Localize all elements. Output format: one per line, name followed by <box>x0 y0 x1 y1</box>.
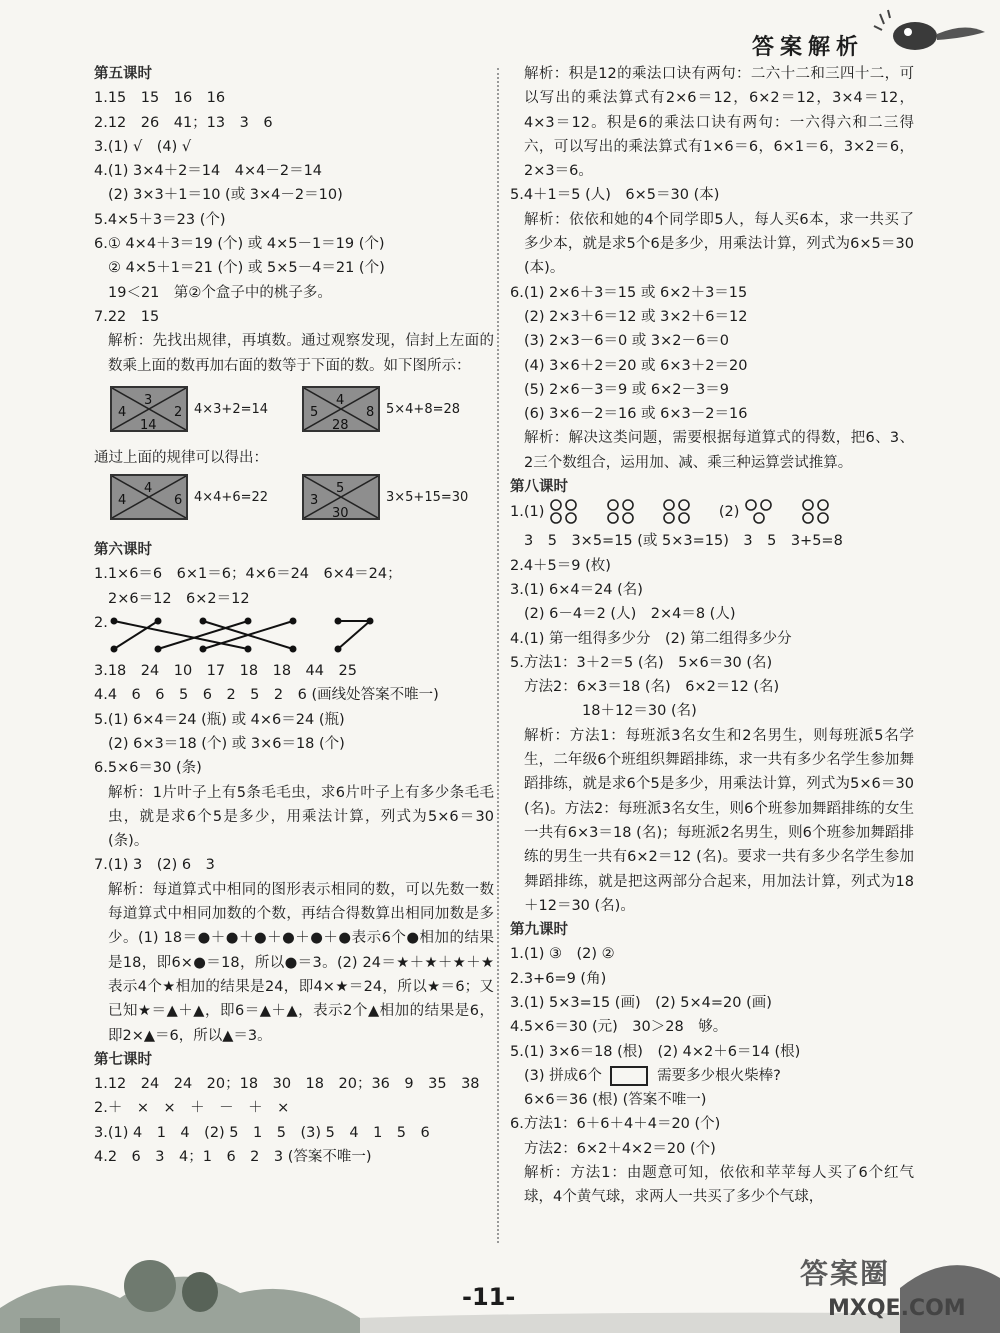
answer-line: 4.(1) 3×4＋2＝14 4×4－2＝14 <box>94 163 323 180</box>
answer-line: (6) 3×6－2＝16 或 6×3－2＝16 <box>524 406 748 423</box>
answer-line: 18＋12＝30 (名) <box>582 703 697 720</box>
analysis-text: 解析：解决这类问题，需要根据每道算式的得数，把6、3、2三个数组合，运用加、减、乘三种运算尝试推算。 <box>524 430 914 471</box>
answer-line: 4.5×6＝30 (元) 30＞28 够。 <box>510 1019 728 1036</box>
answer-line: 5.4＋1＝5 (人) 6×5＝30 (本) <box>510 187 720 204</box>
answer-line: (2) 6×3＝18 (个) 或 3×6＝18 (个) <box>108 735 345 752</box>
answer-line: 2.＋ × × ＋ － ＋ × <box>94 1100 290 1117</box>
analysis-text: 解析：方法1：由题意可知，依依和苹苹每人买了6个红气球，4个黄气球，求两人一共买了多少个气球， <box>524 1165 914 1206</box>
answer-line: 6.(1) 2×6＋3＝15 或 6×2＋3＝15 <box>510 284 748 301</box>
envelope-equation: 3×5+15=30 <box>386 490 469 506</box>
answer-line: 5.4×5＋3＝23 (个) <box>94 211 226 228</box>
answer-line: 方法2：6×3＝18 (名) 6×2＝12 (名) <box>524 679 780 696</box>
analysis-text: 解析：依依和她的4个同学即5人，每人买6本，求一共买了多少本，就是求5个6是多少，用乘法计算，列式为6×5＝30 (本)。 <box>524 211 914 277</box>
answer-line: 2.3+6=9 (角) <box>510 970 607 987</box>
section-heading: 第六课时 <box>94 542 152 559</box>
envelope-right-number: 6 <box>174 493 183 509</box>
answer-line: 3.(1) 6×4＝24 (名) <box>510 581 643 598</box>
circle-group-icon <box>662 499 692 525</box>
circle-group-icon <box>606 499 636 525</box>
answer-line: 1.(1) <box>510 504 545 521</box>
envelope-left-number: 3 <box>310 493 319 509</box>
envelope-left-number: 5 <box>310 404 319 420</box>
envelope-top-number: 5 <box>336 481 345 497</box>
answer-line: 6.① 4×4＋3＝19 (个) 或 4×5－1＝19 (个) <box>94 236 385 253</box>
envelope-box <box>110 386 188 432</box>
column-divider <box>497 68 499 1243</box>
answer-line: 方法2：6×2＋4×2＝20 (个) <box>524 1140 716 1157</box>
answer-line: (5) 2×6－3＝9 或 6×2－3＝9 <box>524 381 729 398</box>
matching-diagram <box>94 611 494 659</box>
answer-line: 5.方法1：3＋2＝5 (名) 5×6＝30 (名) <box>510 654 773 671</box>
envelope-equation: 5×4+8=28 <box>386 401 461 417</box>
matchstick-question <box>510 1064 914 1088</box>
answer-line: ② 4×5＋1＝21 (个) 或 5×5－4＝21 (个) <box>108 260 385 277</box>
answer-line: 5.(1) 3×6＝18 (根) (2) 4×2＋6＝14 (根) <box>510 1043 801 1060</box>
answer-line: 4.(1) 第一组得多少分 (2) 第二组得多少分 <box>510 630 792 647</box>
envelope-bottom-number: 14 <box>140 417 157 433</box>
envelope-left-number: 4 <box>118 493 127 509</box>
answer-line: 3.(1) 5×3=15 (画) (2) 5×4=20 (画) <box>510 994 772 1011</box>
answer-line: 4.4 6 6 5 6 2 5 2 6 (画线处答案不唯一) <box>94 687 439 704</box>
page-title: 答案解析 <box>752 35 865 60</box>
analysis-text: 解析：积是12的乘法口诀有两句：二六十二和三四十二，可以写出的乘法算式有2×6＝12，6×2＝12，3×4＝12，4×3＝12。积是6的乘法口诀有两句：一六得六和二三得六，可以写出的乘法算式有1×6＝6，6×1＝6，3×2＝6，2×3＝6。 <box>524 66 914 180</box>
answer-line: (4) 3×6＋2＝20 或 6×3＋2＝20 <box>524 357 748 374</box>
analysis-text: 解析：每道算式中相同的图形表示相同的数，可以先数一数每道算式中相同加数的个数，再结合得数算出相同加数是多少。(1) 18＝●＋●＋●＋●＋●＋●表示6个●相加的结果是18，即6×●＝18，所以●＝3。(2) 24＝★＋★＋★＋★表示4个★相加的结果是24，即4×★＝24，所以★＝6；又已知★＝▲＋▲，即6＝▲＋▲，表示2个▲相加的结果是6，即2×▲＝6，所以▲＝3。 <box>108 881 494 1044</box>
answer-line: 3.(1) 4 1 4 (2) 5 1 5 (3) 5 4 1 5 6 <box>94 1124 430 1141</box>
matching-lines-diagram <box>108 615 378 655</box>
answer-line: 2. <box>94 615 108 632</box>
answer-line: 5.(1) 6×4＝24 (瓶) 或 4×6＝24 (瓶) <box>94 711 345 728</box>
left-column <box>94 62 494 1169</box>
answer-line: (2) 2×3＋6＝12 或 3×2＋6＝12 <box>524 308 748 325</box>
answer-line: 2.4＋5＝9 (枚) <box>510 557 611 574</box>
envelope-left-number: 4 <box>118 404 127 420</box>
section-heading: 第七课时 <box>94 1051 152 1068</box>
answer-line: 1.1×6＝6 6×1＝6；4×6＝24 6×4＝24； <box>94 566 402 583</box>
answer-line: 2.12 26 41；13 3 6 <box>94 114 273 131</box>
answer-line: 19＜21 第②个盒子中的桃子多。 <box>108 284 332 301</box>
envelope-top-number: 4 <box>144 481 153 497</box>
answer-line: 需要多少根火柴棒? <box>657 1067 781 1084</box>
answer-line: 6.方法1：6＋6＋4＋4＝20 (个) <box>510 1116 721 1133</box>
answer-line: 6×6＝36 (根) (答案不唯一) <box>524 1092 707 1109</box>
section-heading: 第九课时 <box>510 922 568 939</box>
circle-group-icon <box>801 499 831 525</box>
envelope-box <box>302 474 380 520</box>
envelope-top-number: 4 <box>336 392 345 408</box>
envelope-box <box>110 474 188 520</box>
envelope-figure-1 <box>94 378 494 446</box>
answer-line: 1.(1) ③ (2) ② <box>510 946 615 963</box>
answer-line: (3) 2×3－6＝0 或 3×2－6＝0 <box>524 333 729 350</box>
answer-line: 1.15 15 16 16 <box>94 90 226 107</box>
circle-group-icon <box>549 499 579 525</box>
circle-groups-row <box>510 499 914 529</box>
answer-line: (2) 3×3＋1＝10 (或 3×4－2＝10) <box>108 187 343 204</box>
envelope-bottom-number: 30 <box>332 506 349 522</box>
answer-line: 7.22 15 <box>94 308 160 325</box>
analysis-text: 解析：先找出规律，再填数。通过观察发现，信封上左面的数乘上面的数再加右面的数等于下面的数。如下图所示： <box>108 333 494 374</box>
section-heading: 第五课时 <box>94 66 152 82</box>
right-column <box>510 62 914 1210</box>
envelope-bottom-number: 28 <box>332 417 349 433</box>
envelope-equation: 4×3+2=14 <box>194 401 269 417</box>
envelope-right-number: 2 <box>174 404 183 420</box>
answer-line: 2×6＝12 6×2＝12 <box>108 590 250 607</box>
answer-line: 3 5 3×5=15 (或 5×3=15) 3 5 3+5=8 <box>524 533 843 550</box>
analysis-text: 解析：方法1：每班派3名女生和2名男生，则每班派5名学生，二年级6个班组织舞蹈排练，求一共有多少名学生参加舞蹈排练，就是求6个5是多少，用乘法计算，列式为5×6＝30 (名)。方法2：每班派3名女生，则6个班参加舞蹈排练的女生一共有6×3＝18 (名)；每班派2名男生，则6个班参加舞蹈排练的男生一共有6×2＝12 (名)。要求一共有多少名学生参加舞蹈排练，就是把这两部分合起来，用加法计算，列式为18＋12＝30 (名)。 <box>524 727 914 914</box>
watermark-logo-text: 答案圈 <box>800 1257 891 1290</box>
answer-line: 4.2 6 3 4；1 6 2 3 (答案不唯一) <box>94 1148 372 1165</box>
answer-line: (3) 拼成6个 <box>524 1067 602 1084</box>
answer-line: (2) <box>718 504 740 521</box>
envelope-figure-2 <box>94 470 494 538</box>
answer-line: 7.(1) 3 (2) 6 3 <box>94 857 215 874</box>
circle-group-icon <box>744 499 774 525</box>
answer-line: 6.5×6＝30 (条) <box>94 760 202 777</box>
analysis-text: 解析：1片叶子上有5条毛毛虫，求6片叶子上有多少条毛毛虫，就是求6个5是多少，用乘法计算，列式为5×6＝30 (条)。 <box>108 784 494 850</box>
bird-icon <box>870 8 990 58</box>
answer-line: 通过上面的规律可以得出： <box>94 449 268 466</box>
envelope-box <box>302 386 380 432</box>
answer-line: 1.12 24 24 20；18 30 18 20；36 9 35 38 <box>94 1076 480 1093</box>
envelope-top-number: 3 <box>144 392 153 408</box>
envelope-equation: 4×4+6=22 <box>194 490 269 506</box>
envelope-right-number: 8 <box>366 404 375 420</box>
answer-line: (2) 6－4＝2 (人) 2×4＝8 (人) <box>524 606 736 623</box>
answer-line: 3.(1) √ (4) √ <box>94 138 192 155</box>
section-heading: 第八课时 <box>510 479 568 496</box>
answer-line: 3.18 24 10 17 18 18 44 25 <box>94 663 357 680</box>
watermark-url-text: MXQE.COM <box>828 1296 966 1321</box>
rectangle-icon <box>610 1066 648 1086</box>
page-number: -11- <box>462 1283 516 1311</box>
